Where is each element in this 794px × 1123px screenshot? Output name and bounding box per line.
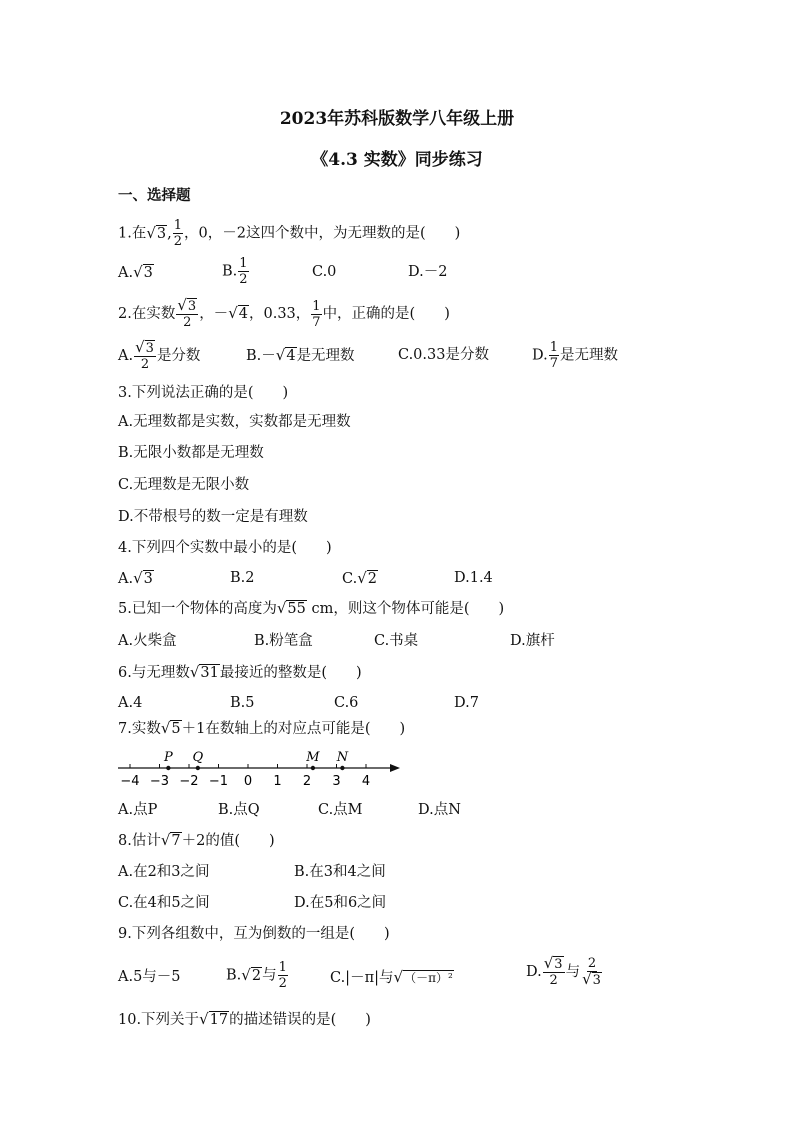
question-3-option-c: C.无理数是无限小数 bbox=[118, 477, 250, 493]
question-7-option-c: C.点M bbox=[318, 802, 363, 818]
question-5-option-b: B.粉笔盒 bbox=[254, 633, 313, 649]
sqrt-symbol: √3 bbox=[146, 223, 167, 242]
question-1-option-c: C.0 bbox=[312, 264, 337, 280]
question-9-stem: 9.下列各组数中，互为倒数的一组是( ) bbox=[118, 926, 390, 942]
number-line-point-label: N bbox=[336, 750, 349, 765]
question-4-stem: 4.下列四个实数中最小的是( ) bbox=[118, 540, 332, 556]
question-5-option-c: C.书桌 bbox=[374, 633, 419, 649]
number-line-arrow-icon bbox=[390, 764, 400, 772]
number-line-tick-label: 0 bbox=[243, 774, 253, 789]
question-1-option-a: A.√3 bbox=[118, 263, 153, 281]
question-2-option-c: C.0.33是分数 bbox=[398, 347, 489, 363]
question-3-option-b: B.无限小数都是无理数 bbox=[118, 445, 264, 461]
number-line-tick-label: −4 bbox=[120, 774, 140, 789]
number-line-point-label: M bbox=[306, 750, 320, 765]
q1-comma: , bbox=[167, 225, 172, 242]
question-1-option-d: D.－2 bbox=[408, 264, 448, 280]
number-line-tick-label: −2 bbox=[179, 774, 199, 789]
question-5-stem: 5.已知一个物体的高度为√55 cm，则这个物体可能是( ) bbox=[118, 599, 505, 617]
number-line-point-m bbox=[311, 766, 315, 770]
question-8-option-a: A.在2和3之间 bbox=[118, 864, 210, 880]
question-2-option-a: A. $\frac{√3}{2}$ 是分数 bbox=[118, 338, 201, 372]
question-4-option-a: A.√3 bbox=[118, 569, 153, 587]
q1-prefix: 1.在 bbox=[118, 225, 147, 242]
question-9-option-d: D. $\frac{√3}{2}$ 与 $\frac{2}{√3}$ bbox=[526, 954, 601, 988]
question-1-stem bbox=[118, 218, 460, 249]
question-7-option-a: A.点P bbox=[118, 802, 158, 818]
fraction: $\frac{1}{2}$ bbox=[173, 218, 183, 249]
question-6-option-d: D.7 bbox=[454, 695, 479, 711]
question-6-option-b: B.5 bbox=[230, 695, 255, 711]
question-3-option-d: D.不带根号的数一定是有理数 bbox=[118, 509, 308, 525]
question-9-option-c: C.|－π|与√（－π）² bbox=[330, 968, 453, 986]
number-line-tick-label: −3 bbox=[149, 774, 170, 789]
question-9-option-a: A.5与－5 bbox=[118, 969, 181, 985]
question-4-option-c: C.√2 bbox=[342, 569, 377, 587]
section-title: 一、选择题 bbox=[118, 187, 191, 204]
question-8-option-c: C.在4和5之间 bbox=[118, 895, 210, 911]
question-10-stem: 10.下列关于√17的描述错误的是( ) bbox=[118, 1010, 371, 1028]
number-line-tick-label: 4 bbox=[361, 774, 371, 789]
question-2-option-b: B.－√4是无理数 bbox=[246, 346, 355, 364]
number-line-tick-label: −1 bbox=[208, 774, 229, 789]
question-3-option-a: A.无理数都是实数，实数都是无理数 bbox=[118, 414, 351, 430]
number-line-point-label: Q bbox=[192, 750, 204, 765]
question-3-stem: 3.下列说法正确的是( ) bbox=[118, 385, 289, 401]
number-line-point-label: P bbox=[163, 750, 173, 765]
question-6-stem: 6.与无理数√31最接近的整数是( ) bbox=[118, 663, 362, 681]
question-7-option-b: B.点Q bbox=[218, 802, 260, 818]
number-line-point-n bbox=[340, 766, 344, 770]
question-2-option-d: D. $\frac{1}{7}$ 是无理数 bbox=[532, 340, 618, 371]
question-8-option-b: B.在3和4之间 bbox=[294, 864, 386, 880]
question-5-option-a: A.火柴盒 bbox=[118, 633, 177, 649]
number-line-tick-label: 1 bbox=[273, 774, 282, 789]
q1-stem-text: ，0，－2这四个数中，为无理数的是( ) bbox=[184, 225, 461, 242]
page-subtitle: 《4.3 实数》同步练习 bbox=[311, 150, 483, 170]
question-8-option-d: D.在5和6之间 bbox=[294, 895, 387, 911]
number-line-tick-label: 3 bbox=[332, 774, 341, 789]
question-6-option-a: A.4 bbox=[118, 695, 143, 711]
number-line-tick-label: 2 bbox=[302, 774, 312, 789]
number-line-point-q bbox=[196, 766, 200, 770]
question-4-option-d: D.1.4 bbox=[454, 570, 493, 586]
question-8-stem: 8.估计√7＋2的值( ) bbox=[118, 831, 275, 849]
number-line-point-p bbox=[166, 766, 170, 770]
question-6-option-c: C.6 bbox=[334, 695, 359, 711]
question-4-option-b: B.2 bbox=[230, 570, 255, 586]
question-7-option-d: D.点N bbox=[418, 802, 461, 818]
question-5-option-d: D.旗杆 bbox=[510, 633, 555, 649]
question-2-stem: 2.在实数 $\frac{√3}{2}$ ，－√4，0.33， $\frac{1}{7}$ 中，正确的是( ) bbox=[118, 296, 450, 330]
question-1-option-b: B. $\frac{1}{2}$ bbox=[222, 256, 248, 287]
number-line bbox=[110, 744, 410, 794]
page-title: 2023年苏科版数学八年级上册 bbox=[279, 109, 515, 129]
question-9-option-b: B.√2与 $\frac{1}{2}$ bbox=[226, 960, 287, 991]
question-7-stem: 7.实数√5＋1在数轴上的对应点可能是( ) bbox=[118, 719, 406, 737]
